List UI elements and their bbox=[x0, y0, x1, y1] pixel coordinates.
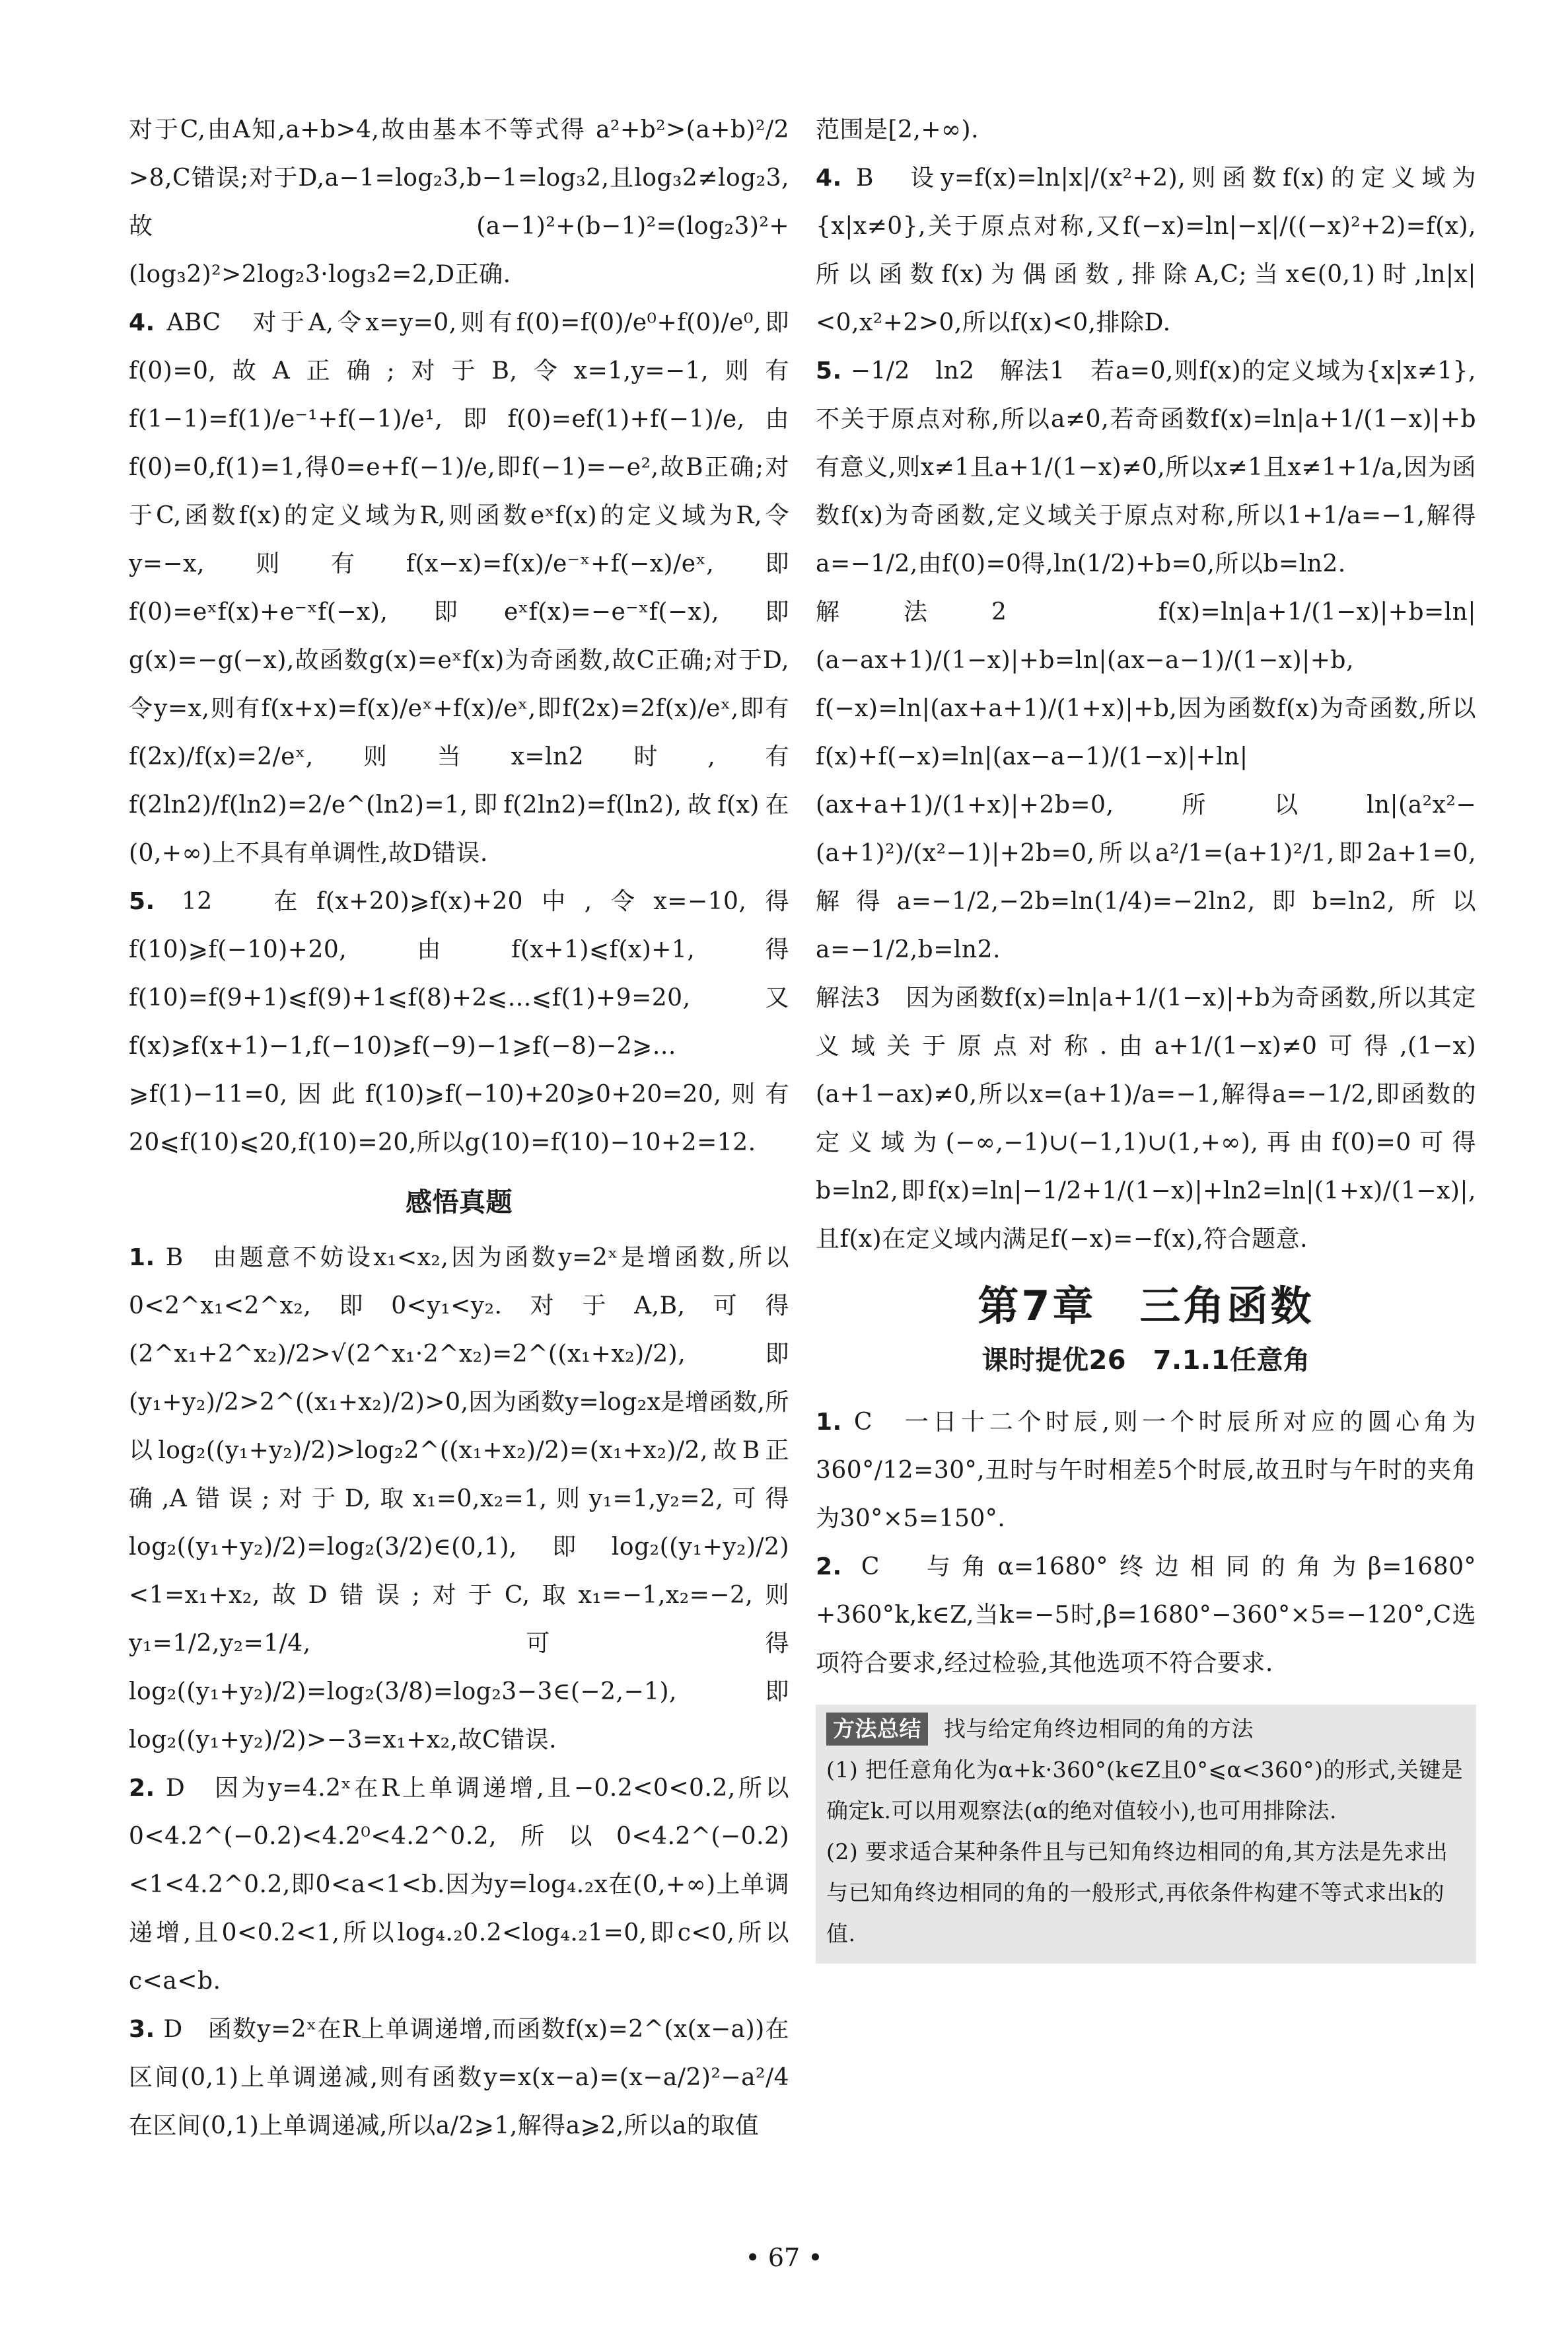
method-summary-box bbox=[816, 1705, 1476, 1964]
para-text: 范围是[2,+∞). bbox=[816, 116, 980, 143]
item-label: 3. bbox=[129, 2016, 155, 2043]
right-para-0 bbox=[816, 106, 1476, 154]
para-text: 对于C,由A知,a+b>4,故由基本不等式得 a²+b²>(a+b)²/2 >8,C错误;对于D,a−1=log₂3,b−1=log₃2,且log₃2≠log₂3,故(a−1)²+(b−1)²=(log₂3)²+(log₃2)²>2log₂3·log₃2=2,D正确. bbox=[129, 116, 789, 288]
left-para-2 bbox=[129, 877, 789, 1167]
para-text: C 一日十二个时辰,则一个时辰所对应的圆心角为360°/12=30°,丑时与午时相差5个时辰,故丑时与午时的夹角为30°×5=150°. bbox=[816, 1409, 1476, 1532]
para-text: B 由题意不妨设x₁<x₂,因为函数y=2ˣ是增函数,所以0<2^x₁<2^x₂,即0<y₁<y₂.对于A,B,可得(2^x₁+2^x₂)/2>√(2^x₁·2^x₂)=2^((x₁+x₂)/2),即(y₁+y₂)/2>2^((x₁+x₂)/2)>0,因为函数y=log₂x是增函数,所以log₂((y₁+y₂)/2)>log₂2^((x₁+x₂)/2)=(x₁+x₂)/2,故B正确,A错误;对于D,取x₁=0,x₂=1,则y₁=1,y₂=2,可得log₂((y₁+y₂)/2)=log₂(3/2)∈(0,1),即log₂((y₁+y₂)/2)<1=x₁+x₂,故D错误;对于C,取x₁=−1,x₂=−2,则y₁=1/2,y₂=1/4,可得log₂((y₁+y₂)/2)=log₂(3/8)=log₂3−3∈(−2,−1),即log₂((y₁+y₂)/2)>−3=x₁+x₂,故C错误. bbox=[129, 1244, 789, 1753]
method-summary-header bbox=[826, 1709, 1466, 1750]
left-para-0 bbox=[129, 106, 789, 299]
item-label: 4. bbox=[129, 309, 155, 336]
item-label: 1. bbox=[816, 1409, 842, 1436]
item-label: 1. bbox=[129, 1244, 155, 1271]
para-text: 解法3 因为函数f(x)=ln|a+1/(1−x)|+b为奇函数,所以其定义域关于原点对称.由a+1/(1−x)≠0可得,(1−x)(a+1−ax)≠0,所以x=(a+1)/a=−1,解得a=−1/2,即函数的定义域为(−∞,−1)∪(−1,1)∪(1,+∞),再由f(0)=0可得b=ln2,即f(x)=ln|−1/2+1/(1−x)|+ln2=ln|(1+x)/(1−x)|,且f(x)在定义域内满足f(−x)=−f(x),符合题意. bbox=[816, 984, 1476, 1253]
right-para-4 bbox=[816, 684, 1476, 974]
para-text: ABC 对于A,令x=y=0,则有f(0)=f(0)/e⁰+f(0)/e⁰,即f(0)=0,故A正确;对于B,令x=1,y=−1,则有f(1−1)=f(1)/e⁻¹+f(−1)/e¹,即f(0)=ef(1)+f(−1)/e,由f(0)=0,f(1)=1,得0=e+f(−1)/e,即f(−1)=−e²,故B正确;对于C,函数f(x)的定义域为R,则函数eˣf(x)的定义域为R,令y=−x,则有f(x−x)=f(x)/e⁻ˣ+f(−x)/eˣ,即f(0)=eˣf(x)+e⁻ˣf(−x),即eˣf(x)=−e⁻ˣf(−x),即g(x)=−g(−x),故函数g(x)=eˣf(x)为奇函数,故C正确;对于D,令y=x,则有f(x+x)=f(x)/eˣ+f(x)/eˣ,即f(2x)=2f(x)/eˣ,即有f(2x)/f(x)=2/eˣ,则当x=ln2时,有f(2ln2)/f(ln2)=2/e^(ln2)=1,即f(2ln2)=f(ln2),故f(x)在(0,+∞)上不具有单调性,故D错误. bbox=[129, 309, 789, 867]
method-summary-item: (1) 把任意角化为α+k·360°(k∈Z且0°⩽α<360°)的形式,关键是确定k.可以用观察法(α的绝对值较小),也可用排除法. bbox=[826, 1757, 1464, 1824]
item-label: 5. bbox=[129, 888, 155, 915]
left-para-5 bbox=[129, 1764, 789, 2005]
section-heading: 感悟真题 bbox=[406, 1187, 513, 1218]
para-text: D 因为y=4.2ˣ在R上单调递增,且−0.2<0<0.2,所以0<4.2^(−0.2)<4.2⁰<4.2^0.2,所以0<4.2^(−0.2)<1<4.2^0.2,即0<a<1<b.因为y=log₄.₂x在(0,+∞)上单调递增,且0<0.2<1,所以log₄.₂0.2<log₄.₂1=0,即c<0,所以c<a<b. bbox=[129, 1775, 789, 1995]
right-para-1 bbox=[816, 154, 1476, 347]
item-label: 2. bbox=[129, 1775, 155, 1802]
left-para-4 bbox=[129, 1234, 789, 1764]
method-summary-item: (2) 要求适合某种条件且与已知角终边相同的角,其方法是先求出与已知角终边相同的角的一般形式,再依条件构建不等式求出k的值. bbox=[826, 1839, 1448, 1946]
right-para-3 bbox=[816, 588, 1476, 684]
right-para-9 bbox=[816, 1543, 1476, 1687]
left-para-1 bbox=[129, 299, 789, 877]
item-label: 4. bbox=[816, 165, 842, 192]
left-column bbox=[129, 106, 789, 2150]
left-para-6 bbox=[129, 2005, 789, 2150]
para-text: D 函数y=2ˣ在R上单调递增,而函数f(x)=2^(x(x−a))在区间(0,1)上单调递减,则有函数y=x(x−a)=(x−a/2)²−a²/4在区间(0,1)上单调递减,所以a/2⩾1,解得a⩾2,所以a的取值 bbox=[129, 2016, 789, 2139]
para-text: 12 在f(x+20)⩾f(x)+20中,令x=−10,得f(10)⩾f(−10)+20,由f(x+1)⩽f(x)+1,得f(10)=f(9+1)⩽f(9)+1⩽f(8)+2⩽…⩽f(1)+9=20,又f(x)⩾f(x+1)−1,f(−10)⩾f(−9)−1⩾f(−8)−2⩾…⩾f(1)−11=0,因此f(10)⩾f(−10)+20⩾0+20=20,则有20⩽f(10)⩽20,f(10)=20,所以g(10)=f(10)−10+2=12. bbox=[129, 888, 789, 1156]
method-summary-tag: 方法总结 bbox=[826, 1713, 928, 1746]
right-para-2 bbox=[816, 347, 1476, 588]
right-column bbox=[816, 106, 1476, 1964]
para-text: 解法2 f(x)=ln|a+1/(1−x)|+b=ln|(a−ax+1)/(1−x)|+b=ln|(ax−a−1)/(1−x)|+b, bbox=[816, 599, 1476, 674]
right-para-5 bbox=[816, 974, 1476, 1263]
para-text: −1/2 ln2 解法1 若a=0,则f(x)的定义域为{x|x≠1},不关于原点对称,所以a≠0,若奇函数f(x)=ln|a+1/(1−x)|+b有意义,则x≠1且a+1/(1−x)≠0,所以x≠1且x≠1+1/a,因为函数f(x)为奇函数,定义域关于原点对称,所以1+1/a=−1,解得a=−1/2,由f(0)=0得,ln(1/2)+b=0,所以b=ln2. bbox=[816, 357, 1476, 577]
para-text: B 设y=f(x)=ln|x|/(x²+2),则函数f(x)的定义域为{x|x≠0},关于原点对称,又f(−x)=ln|−x|/((−x)²+2)=f(x),所以函数f(x)为偶函数,排除A,C;当x∈(0,1)时,ln|x|<0,x²+2>0,所以f(x)<0,排除D. bbox=[816, 165, 1476, 336]
item-label: 5. bbox=[816, 357, 842, 385]
chapter-title: 第7章 三角函数 bbox=[978, 1282, 1314, 1330]
item-label: 2. bbox=[816, 1553, 842, 1580]
page-number: • 67 • bbox=[745, 2243, 823, 2272]
method-summary-title: 找与给定角终边相同的角的方法 bbox=[944, 1716, 1254, 1742]
para-text: C 与角α=1680°终边相同的角为β=1680°+360°k,k∈Z,当k=−5时,β=1680°−360°×5=−120°,C选项符合要求,经过检验,其他选项不符合要求. bbox=[816, 1553, 1477, 1677]
right-para-8 bbox=[816, 1398, 1476, 1543]
para-text: f(−x)=ln|(ax+a+1)/(1+x)|+b,因为函数f(x)为奇函数,所以f(x)+f(−x)=ln|(ax−a−1)/(1−x)|+ln|(ax+a+1)/(1+x)|+2b=0,所以ln|(a²x²−(a+1)²)/(x²−1)|+2b=0,所以a²/1=(a+1)²/1,即2a+1=0,解得a=−1/2,−2b=ln(1/4)=−2ln2,即b=ln2,所以a=−1/2,b=ln2. bbox=[816, 695, 1476, 963]
lesson-title: 课时提优26 7.1.1任意角 bbox=[981, 1345, 1310, 1376]
